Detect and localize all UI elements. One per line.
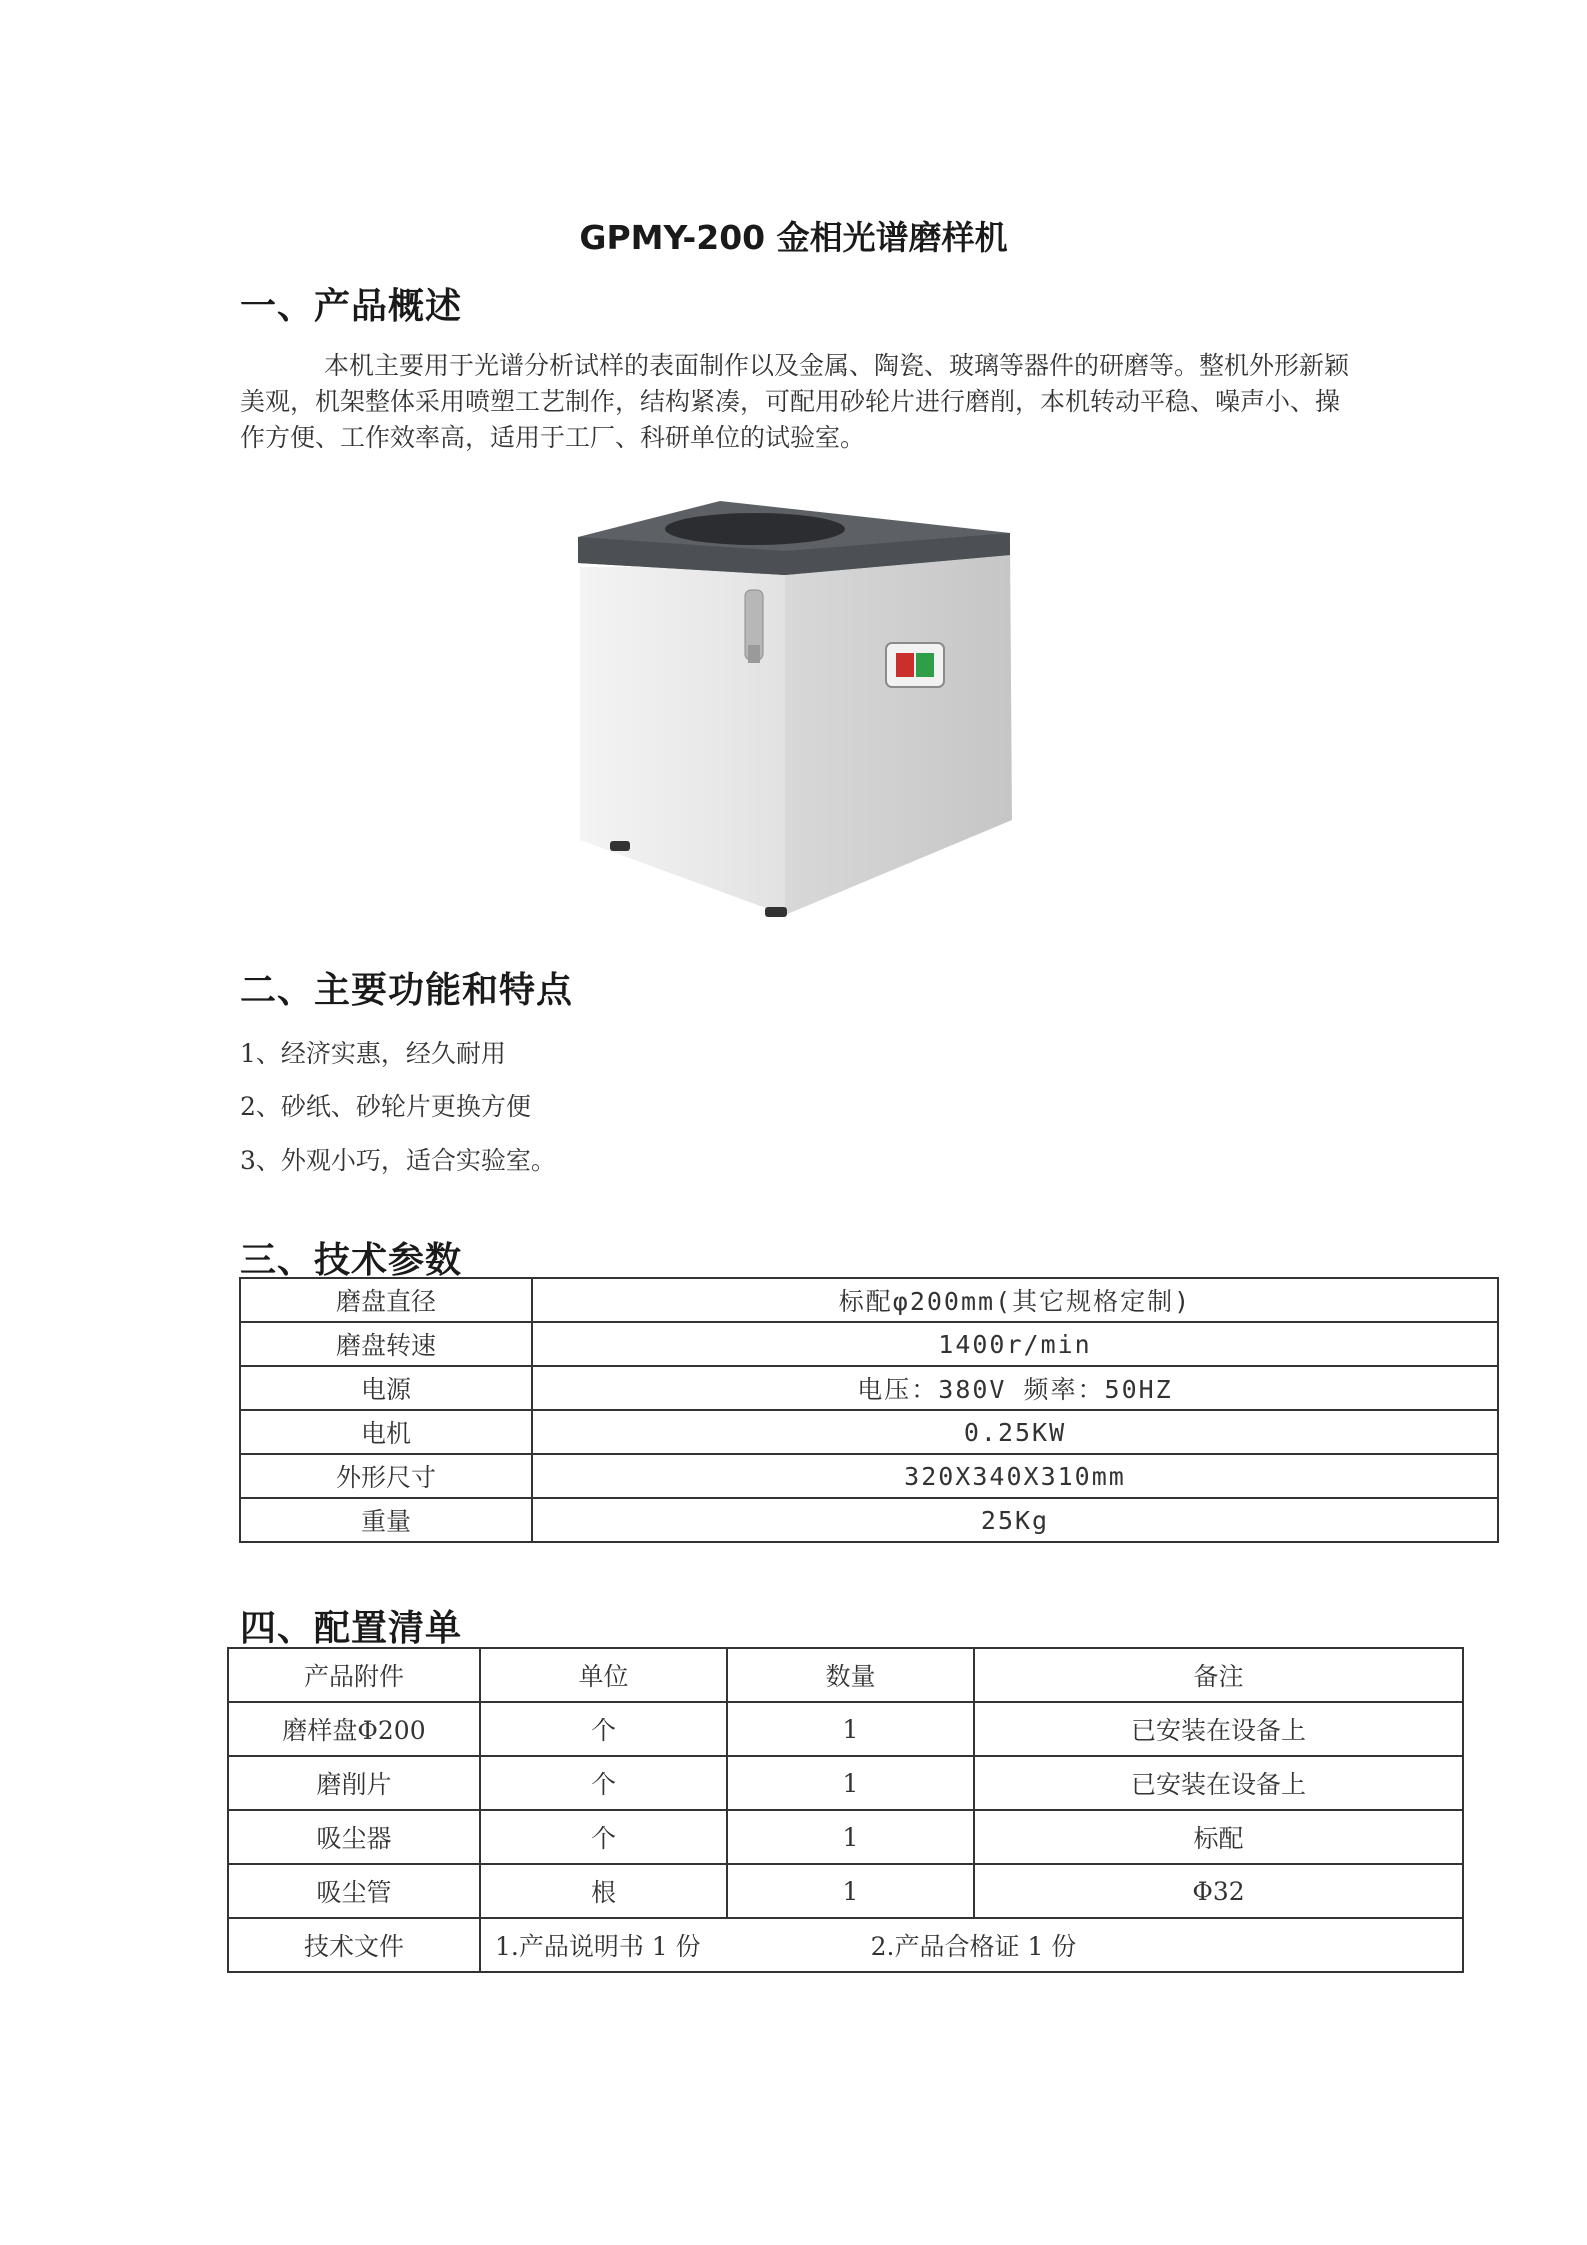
table-row: [228, 1756, 1463, 1810]
docs-cell: [480, 1918, 1463, 1972]
column-header: 产品附件: [228, 1648, 480, 1702]
column-header: 单位: [480, 1648, 727, 1702]
section-heading-specs: 三、技术参数: [240, 1239, 463, 1281]
spec-value: 标配φ200mm(其它规格定制): [532, 1278, 1498, 1322]
config-table: [227, 1647, 1464, 1973]
spec-value: 320X340X310mm: [532, 1454, 1498, 1498]
item-cell: 磨样盘Φ200: [228, 1702, 480, 1756]
red-switch-icon: [896, 653, 914, 677]
section-heading-features: 二、主要功能和特点: [240, 969, 574, 1011]
unit-cell: 根: [480, 1864, 727, 1918]
table-row: [228, 1702, 1463, 1756]
spec-table: [239, 1277, 1499, 1543]
spec-label: 外形尺寸: [240, 1454, 532, 1498]
note-cell: 标配: [974, 1810, 1463, 1864]
column-header: 数量: [727, 1648, 974, 1702]
spec-value: 25Kg: [532, 1498, 1498, 1542]
green-switch-icon: [916, 653, 934, 677]
table-row: [228, 1918, 1463, 1972]
note-cell: 已安装在设备上: [974, 1756, 1463, 1810]
spec-label: 重量: [240, 1498, 532, 1542]
spec-value: 1400r/min: [532, 1322, 1498, 1366]
table-row: [228, 1864, 1463, 1918]
spec-label: 电源: [240, 1366, 532, 1410]
overview-paragraph: [240, 348, 1350, 456]
unit-cell: 个: [480, 1702, 727, 1756]
qty-cell: 1: [727, 1756, 974, 1810]
section-heading-overview: 一、产品概述: [240, 285, 463, 327]
overview-text: 本机主要用于光谱分析试样的表面制作以及金属、陶瓷、玻璃等器件的研磨等。整机外形新颖美观，机架整体采用喷塑工艺制作，结构紧凑，可配用砂轮片进行磨削，本机转动平稳、噪声小、操作方便、工作效率高，适用于工厂、科研单位的试验室。: [240, 351, 1350, 452]
qty-cell: 1: [727, 1810, 974, 1864]
feature-item: 2、砂纸、砂轮片更换方便: [240, 1092, 531, 1121]
item-cell: 吸尘管: [228, 1864, 480, 1918]
note-cell: 已安装在设备上: [974, 1702, 1463, 1756]
note-cell: Φ32: [974, 1864, 1463, 1918]
spec-value: 电压：380V 频率：50HZ: [532, 1366, 1498, 1410]
table-row: [240, 1498, 1498, 1542]
table-header-row: [228, 1648, 1463, 1702]
product-image: [570, 495, 1030, 925]
docs-label-cell: 技术文件: [228, 1918, 480, 1972]
item-cell: 磨削片: [228, 1756, 480, 1810]
qty-cell: 1: [727, 1864, 974, 1918]
qty-cell: 1: [727, 1702, 974, 1756]
docs-list: [481, 1927, 1462, 1963]
table-row: [240, 1366, 1498, 1410]
table-row: [240, 1278, 1498, 1322]
doc-item: 2.产品合格证 1 份: [870, 1932, 1077, 1961]
table-row: [240, 1454, 1498, 1498]
spec-label: 电机: [240, 1410, 532, 1454]
spec-label: 磨盘直径: [240, 1278, 532, 1322]
doc-item: 1.产品说明书 1 份: [495, 1932, 701, 1961]
spec-value: 0.25KW: [532, 1410, 1498, 1454]
column-header: 备注: [974, 1648, 1463, 1702]
feature-item: 1、经济实惠，经久耐用: [240, 1039, 506, 1068]
feature-item: 3、外观小巧，适合实验室。: [240, 1146, 556, 1175]
unit-cell: 个: [480, 1756, 727, 1810]
table-row: [228, 1810, 1463, 1864]
document-title: GPMY-200 金相光谱磨样机: [579, 218, 1008, 257]
item-cell: 吸尘器: [228, 1810, 480, 1864]
unit-cell: 个: [480, 1810, 727, 1864]
table-row: [240, 1322, 1498, 1366]
spec-label: 磨盘转速: [240, 1322, 532, 1366]
section-heading-config: 四、配置清单: [240, 1607, 463, 1649]
table-row: [240, 1410, 1498, 1454]
